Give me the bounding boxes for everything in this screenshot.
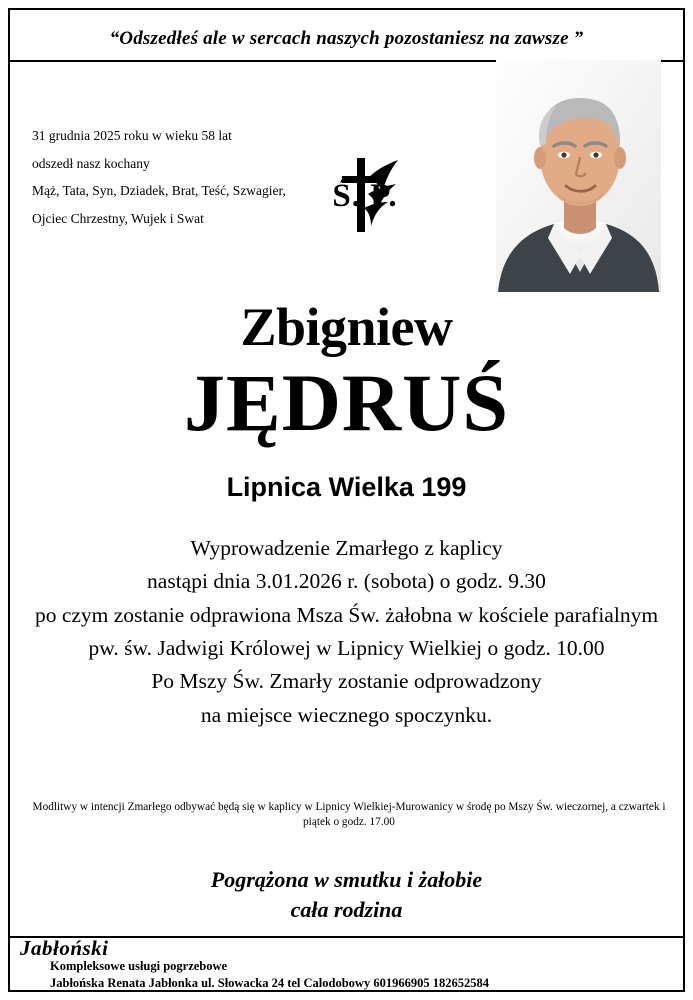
last-name: JĘDRUŚ [184,357,509,448]
sp-letters: Ś. P. [332,178,398,214]
footer-line-1: Kompleksowe usługi pogrzebowe [50,959,228,973]
description-line-1: 31 grudnia 2025 roku w wieku 58 lat [32,128,232,143]
family-line-2: cała rodzina [290,896,403,922]
page-inner [10,10,683,990]
motto-text: “Odszedłeś ale w sercach naszych pozostaniesz na zawsze ” [109,28,584,49]
sp-monogram [300,150,430,240]
footer-line-2: Jabłońska Renata Jabłonka ul. Słowacka 24 tel Calodobowy 601966905 182652584 [50,975,489,990]
locality: Lipnica Wielka 199 [226,472,467,502]
ceremony-line-6: na miejsce wiecznego spoczynku. [200,702,493,727]
family-line-1: Pogrążona w smutku i żałobie [210,867,483,892]
deceased-photo [496,60,661,292]
family-closing [10,865,683,924]
deceased-description [32,122,292,233]
ceremony-line-5: Po Mszy Św. Zmarły zostanie odprowadzony [151,669,542,694]
description-line-4: Ojciec Chrzestny, Wujek i Swat [32,211,204,227]
description-line-2: odszedł nasz kochany [32,155,150,171]
first-name: Zbigniew [240,297,453,357]
funeral-home-logo: Jabłoński [20,936,109,960]
description-line-3: Mąż, Tata, Syn, Dziadek, Brat, Teść, Szwagier, [32,183,286,199]
funeral-home-contact [50,958,489,992]
ceremony-details [10,532,683,732]
ceremony-line-2: nastąpi dnia 3.01.2026 r. (sobota) o godz. 9.30 [147,569,546,594]
funeral-home-footer [10,936,683,990]
portrait-image [496,60,661,292]
prayers-note: Modlitwy w intencji Zmarłego odbywać będą się w kaplicy w Lipnicy Wielkiej-Murowanicy w środę po Mszy Św. wieczornej, a czwartek i piątek o godz. 17.00 [32,801,666,828]
ceremony-line-3: po czym zostanie odprawiona Msza Św. żałobna w kościele parafialnym [34,602,659,627]
ceremony-line-4: pw. św. Jadwigi Królowej w Lipnicy Wielkiej o godz. 10.00 [88,635,605,660]
ceremony-line-1: Wyprowadzenie Zmarłego z kaplicy [190,536,503,560]
